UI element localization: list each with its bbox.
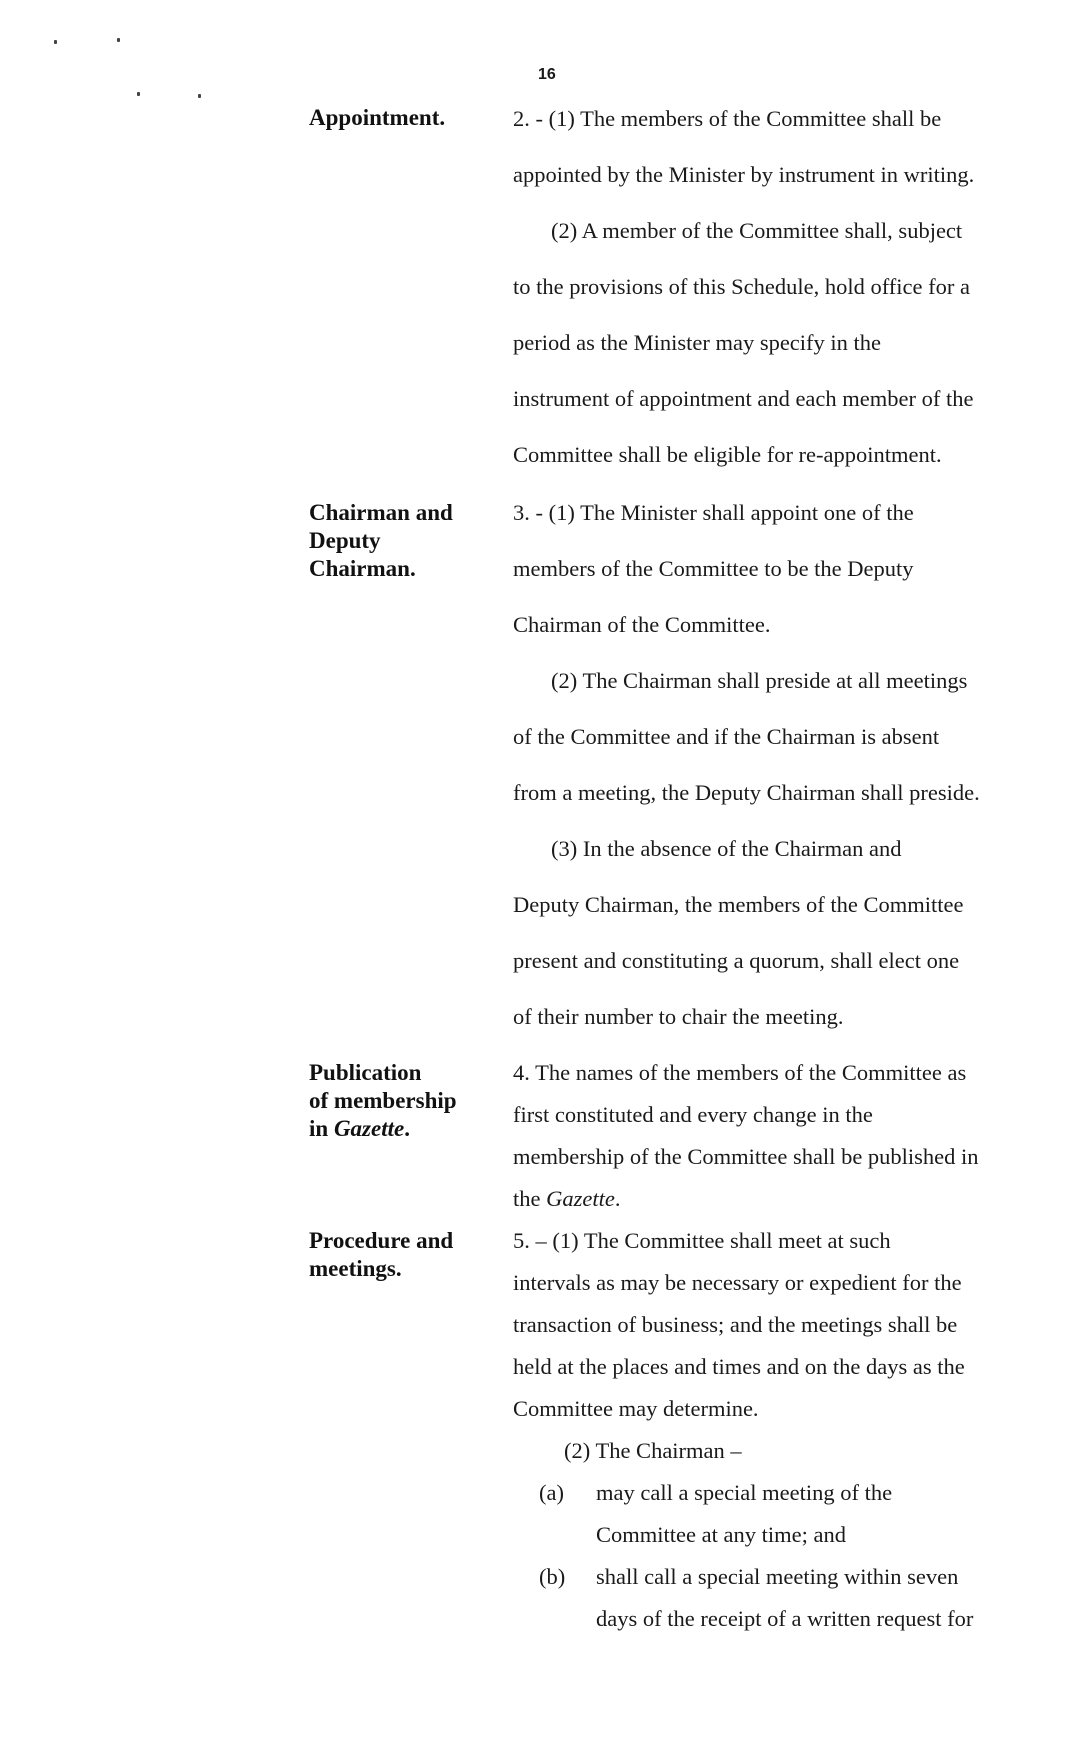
heading-line xyxy=(309,1115,484,1143)
body-line: to the provisions of this Schedule, hold office for a xyxy=(513,274,970,299)
body-line: 4. The names of the members of the Committee as xyxy=(513,1060,967,1085)
body-text: . xyxy=(614,1186,621,1211)
body-line: intervals as may be necessary or expedient for the xyxy=(513,1270,962,1295)
body-line: Committee shall be eligible for re-appointment. xyxy=(513,442,942,467)
body-line: from a meeting, the Deputy Chairman shall preside. xyxy=(513,780,980,805)
list-item-line: shall call a special meeting within seven xyxy=(596,1564,959,1589)
heading-line: of membership xyxy=(309,1088,457,1113)
body-line: instrument of appointment and each member of the xyxy=(513,386,974,411)
list-item-line: days of the receipt of a written request for xyxy=(596,1606,974,1631)
heading-text: . xyxy=(404,1116,410,1141)
list-item-label: (b) xyxy=(539,1564,566,1589)
body-line: (2) The Chairman shall preside at all meetings xyxy=(551,668,968,693)
body-line: transaction of business; and the meetings shall be xyxy=(513,1312,958,1337)
margin-heading-publication xyxy=(309,1059,484,1143)
body-gazette: Gazette xyxy=(546,1186,615,1211)
body-line xyxy=(513,1186,620,1212)
body-text: the xyxy=(513,1186,547,1211)
heading-line: Deputy xyxy=(309,528,381,553)
body-line: appointed by the Minister by instrument in writing. xyxy=(513,162,975,187)
heading-line: Chairman. xyxy=(309,556,416,581)
list-item-line: may call a special meeting of the xyxy=(596,1480,893,1505)
heading-text: Appointment. xyxy=(309,105,446,130)
heading-text: in xyxy=(309,1116,334,1141)
body-line: period as the Minister may specify in the xyxy=(513,330,882,355)
margin-heading-chairman xyxy=(309,499,484,583)
margin-heading-appointment xyxy=(309,104,484,132)
heading-line: meetings. xyxy=(309,1256,402,1281)
list-item-label: (a) xyxy=(539,1480,564,1505)
list-item-line: Committee at any time; and xyxy=(596,1522,846,1547)
page-number: 16 xyxy=(538,66,556,83)
scan-speck xyxy=(198,94,201,98)
body-line: present and constituting a quorum, shall elect one xyxy=(513,948,960,973)
body-line: first constituted and every change in the xyxy=(513,1102,873,1127)
body-line: Chairman of the Committee. xyxy=(513,612,771,637)
body-line: of the Committee and if the Chairman is absent xyxy=(513,724,940,749)
scan-speck xyxy=(137,92,140,96)
body-line: (3) In the absence of the Chairman and xyxy=(551,836,902,861)
body-line: members of the Committee to be the Deputy xyxy=(513,556,914,581)
scan-speck xyxy=(117,38,120,42)
scan-speck xyxy=(54,40,57,44)
body-line: membership of the Committee shall be published in xyxy=(513,1144,979,1169)
body-line: (2) A member of the Committee shall, subject xyxy=(551,218,963,243)
heading-gazette: Gazette xyxy=(333,1116,405,1141)
body-line: 5. – (1) The Committee shall meet at such xyxy=(513,1228,891,1253)
body-line: Deputy Chairman, the members of the Committee xyxy=(513,892,964,917)
body-line: (2) The Chairman – xyxy=(564,1438,742,1463)
body-line: 3. - (1) The Minister shall appoint one of the xyxy=(513,500,914,525)
body-line: Committee may determine. xyxy=(513,1396,759,1421)
heading-line: Publication xyxy=(309,1060,422,1085)
body-line: of their number to chair the meeting. xyxy=(513,1004,844,1029)
heading-line: Procedure and xyxy=(309,1228,454,1253)
body-line: 2. - (1) The members of the Committee shall be xyxy=(513,106,942,131)
margin-heading-procedure xyxy=(309,1227,484,1283)
heading-line: Chairman and xyxy=(309,500,453,525)
body-line: held at the places and times and on the days as the xyxy=(513,1354,965,1379)
